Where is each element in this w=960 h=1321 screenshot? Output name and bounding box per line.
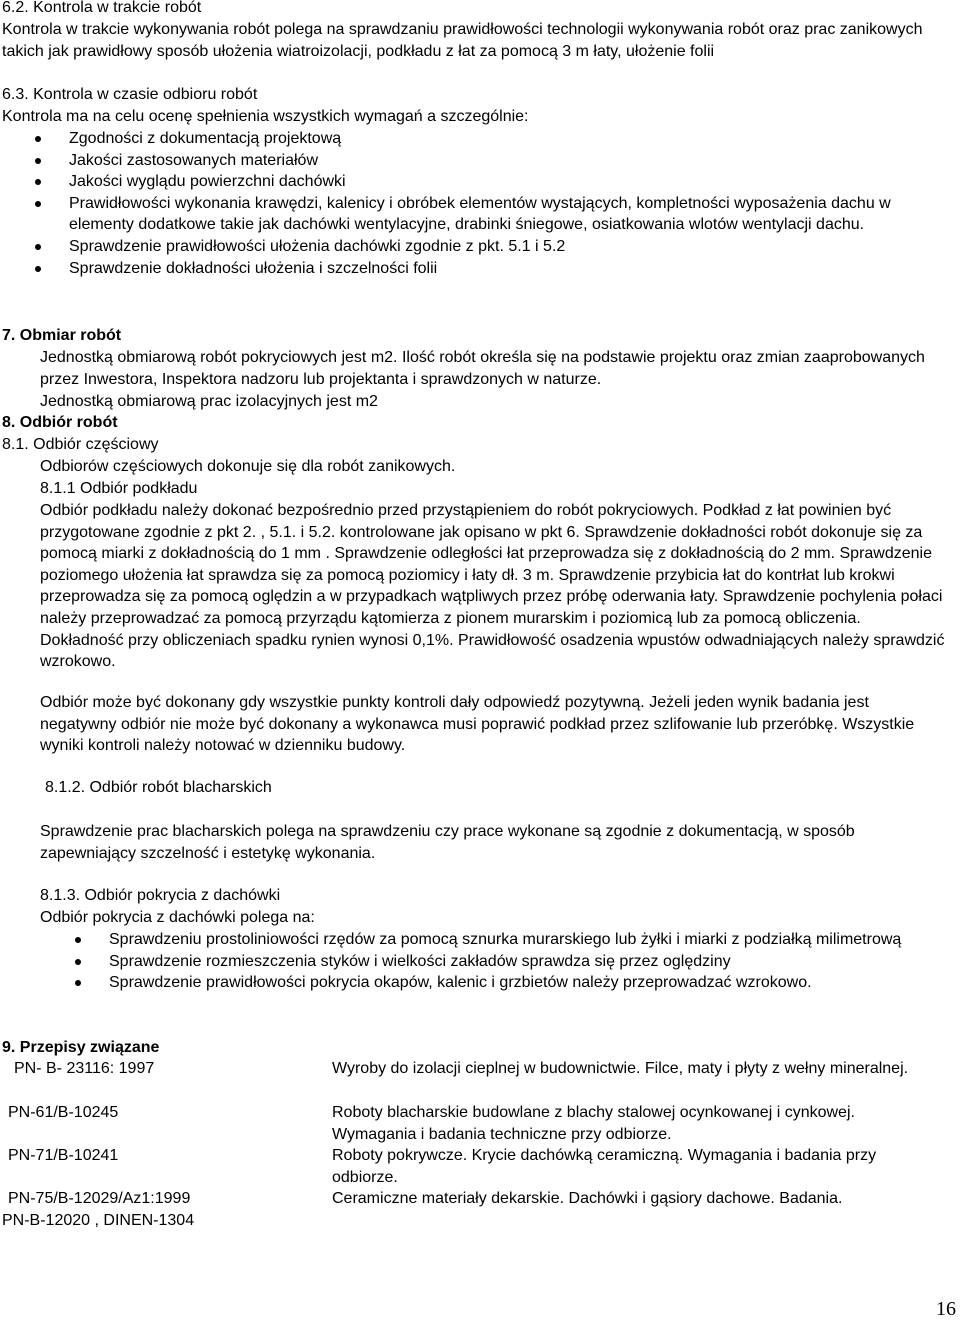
bullet-icon: [35, 244, 41, 250]
section-7-heading: 7. Obmiar robót: [2, 327, 122, 344]
list-item: Sprawdzeniu prostoliniowości rzędów za pomocą sznurka murarskiego lub żyłki i miarki z podziałką milimetrową: [75, 929, 955, 951]
bullet-icon: [75, 980, 81, 986]
list-item: Prawidłowości wykonania krawędzi, kalenicy i obróbek elementów wystających, kompletności wyposażenia dachu w elementy dodatkowe takie jak dachówki wentylacyjne, drabinki śniegowe, osiatkowania wlotów wentylacji dachu.: [35, 193, 955, 236]
section-8-1-3-heading: 8.1.3. Odbiór pokrycia z dachówki: [40, 887, 281, 904]
reference-code: PN- B- 23116: 1997: [14, 1060, 155, 1077]
list-item: Jakości wyglądu powierzchni dachówki: [35, 171, 955, 193]
reference-description: Roboty blacharskie budowlane z blachy stalowej ocynkowanej i cynkowej. Wymagania i badania techniczne przy odbiorze.: [332, 1104, 855, 1143]
bullet-icon: [35, 136, 41, 142]
list-item: Sprawdzenie prawidłowości pokrycia okapów, kalenic i grzbietów należy przeprowadzać wzrokowo.: [75, 972, 955, 994]
section-6-3-list: [35, 128, 955, 279]
section-6-3-intro: Kontrola ma na celu ocenę spełnienia wszystkich wymagań a szczególnie:: [2, 108, 529, 125]
reference-code: PN-75/B-12029/Az1:1999: [8, 1190, 191, 1207]
reference-code: PN-61/B-10245: [8, 1104, 119, 1121]
section-8-1-2-text: Sprawdzenie prac blacharskich polega na sprawdzeniu czy prace wykonane są zgodnie z dokumentacją, w sposób zapewniający szczelność i estetykę wykonania.: [40, 823, 855, 862]
section-8-1-1-heading: 8.1.1 Odbiór podkładu: [40, 480, 198, 497]
list-item: Zgodności z dokumentacją projektową: [35, 128, 955, 150]
section-6-2-text: Kontrola w trakcie wykonywania robót polega na sprawdzaniu prawidłowości technologii wykonywania robót oraz prac zanikowych takich jak prawidłowy sposób ułożenia wiatroizolacji, podkładu z łat za pomocą 3 m łaty, ułożenie folii: [2, 21, 923, 60]
list-item: Sprawdzenie rozmieszczenia styków i wielkości zakładów sprawdza się przez oględziny: [75, 951, 955, 973]
section-8-1-2-heading: 8.1.2. Odbiór robót blacharskich: [45, 779, 272, 796]
section-7-text: Jednostką obmiarową robót pokryciowych jest m2. Ilość robót określa się na podstawie projektu oraz zmian zaaprobowanych przez Inwestora, Inspektora nadzoru lub projektanta i sprawdzonych w naturze.: [40, 349, 925, 388]
section-8-1-1-text: Odbiór podkładu należy dokonać bezpośrednio przed przystąpieniem do robót pokryciowych. Podkład z łat powinien być przygotowane zgodnie z pkt 2. , 5.1. i 5.2. kontrolowane jak opisano w pkt 6. Sprawdzenie dokładności robót dokonuje się za pomocą miarki z dokładnością do 1 mm . Sprawdzenie odległości łat przeprowadza się z dokładnością do 2 mm. Sprawdzenie poziomego ułożenia łat sprawdza się za pomocą poziomicy i łaty dł. 3 m. Sprawdzenie przybicia łat do kontrłat lub krokwi przeprowadza się za pomocą oględzin a w przypadkach wątpliwych przez próbę oderwania łaty. Sprawdzenie pochylenia połaci należy przeprowadzać za pomocą przyrządu kątomierza z pionem murarskim i poziomicą lub za pomocą obliczenia. Dokładność przy obliczeniach spadku rynien wynosi 0,1%. Prawidłowość osadzenia wpustów odwadniających należy sprawdzić wzrokowo.: [40, 502, 945, 671]
bullet-icon: [35, 158, 41, 164]
section-9-heading: 9. Przepisy związane: [2, 1039, 160, 1056]
section-8-1-heading: 8.1. Odbiór częściowy: [2, 436, 159, 453]
page-number: 16: [936, 1298, 956, 1320]
section-6-3-heading: 6.3. Kontrola w czasie odbioru robót: [2, 86, 258, 103]
bullet-icon: [35, 266, 41, 272]
bullet-icon: [35, 179, 41, 185]
reference-code: PN-71/B-10241: [8, 1147, 119, 1164]
bullet-icon: [35, 201, 41, 207]
list-item: Sprawdzenie dokładności ułożenia i szczelności folii: [35, 258, 955, 280]
section-7-text-2: Jednostką obmiarową prac izolacyjnych jest m2: [40, 393, 378, 410]
bullet-icon: [75, 959, 81, 965]
section-8-1-1-text-2: Odbiór może być dokonany gdy wszystkie punkty kontroli dały odpowiedź pozytywną. Jeżeli jeden wynik badania jest negatywny odbiór nie może być dokonany a wykonawca musi poprawić podkład przez szlifowanie lub przeróbkę. Wszystkie wyniki kontroli należy notować w dzienniku budowy.: [40, 694, 915, 755]
section-8-1-3-list: [75, 929, 955, 994]
reference-description: Ceramiczne materiały dekarskie. Dachówki i gąsiory dachowe. Badania.: [332, 1190, 843, 1207]
section-8-heading: 8. Odbiór robót: [2, 414, 118, 431]
list-item: Jakości zastosowanych materiałów: [35, 150, 955, 172]
bullet-icon: [75, 937, 81, 943]
section-8-1-text: Odbiorów częściowych dokonuje się dla robót zanikowych.: [40, 458, 456, 475]
list-item: Sprawdzenie prawidłowości ułożenia dachówki zgodnie z pkt. 5.1 i 5.2: [35, 236, 955, 258]
reference-description: Wyroby do izolacji cieplnej w budownictwie. Filce, maty i płyty z wełny mineralnej.: [332, 1060, 909, 1077]
reference-code: PN-B-12020 , DINEN-1304: [2, 1212, 195, 1229]
reference-description: Roboty pokrywcze. Krycie dachówką ceramiczną. Wymagania i badania przy odbiorze.: [332, 1147, 877, 1186]
section-8-1-3-intro: Odbiór pokrycia z dachówki polega na:: [40, 909, 315, 926]
section-6-2-heading: 6.2. Kontrola w trakcie robót: [2, 0, 202, 16]
